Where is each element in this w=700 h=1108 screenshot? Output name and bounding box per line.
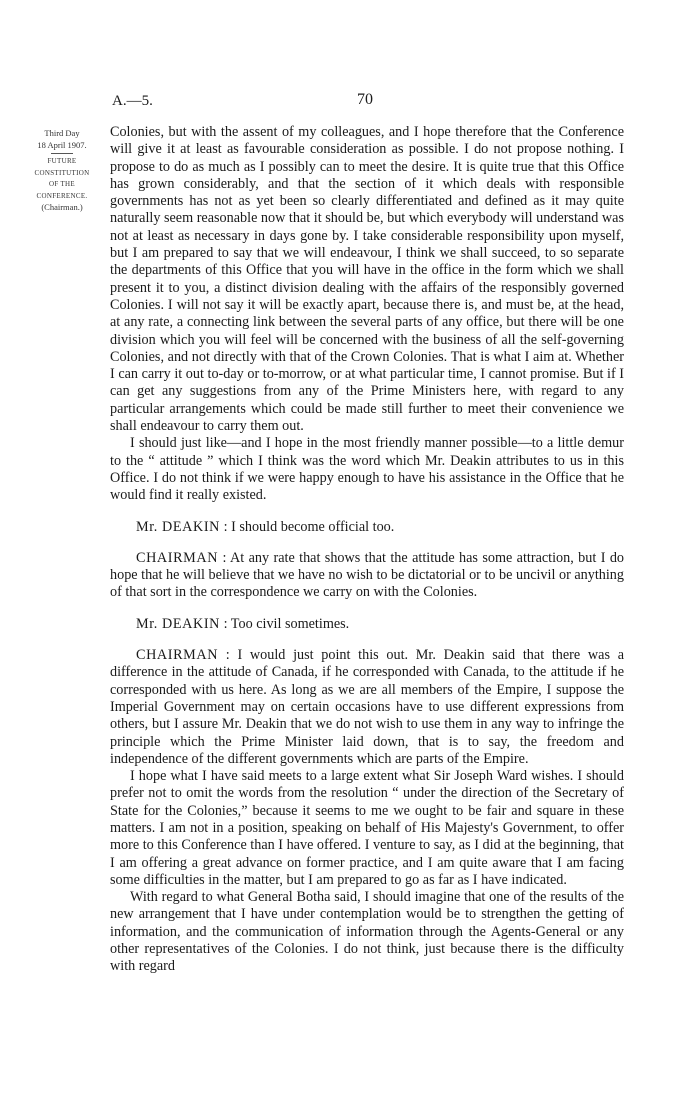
paragraph-2: I should just like—and I hope in the most friendly manner possible—to a little demur to the “ attitude ” which I think was the word which Mr. Deakin attributes to us in this Office. I do not think if we were happy enough to have his assistance in the Office that he would find it really existed. [110, 435, 624, 504]
margin-speaker: (Chairman.) [41, 202, 83, 212]
margin-rule [51, 153, 73, 154]
margin-note [26, 128, 98, 214]
speech-chairman-1 [110, 550, 624, 602]
speaker-name: CHAIRMAN [136, 647, 219, 664]
speech-text: : At any rate that shows that the attitude has some attraction, but I do hope that he will believe that we have no wish to be dictatorial or to be uncivil or anything of that sort in the correspondence we carry on with the Colonies. [110, 549, 625, 601]
speech-deakin-2 [110, 616, 624, 633]
speech-chairman-2 [110, 647, 624, 768]
speech-text: : I would just point this out. Mr. Deakin said that there was a difference in the attitude of Canada, if he corresponded with Canada, to the attitude if he corresponded with us here. As long as we are all members of the Empire, I suppose the Imperial Government may on certain occasions have to use different expressions from others, but I assure Mr. Deakin that we do not wish to use them in any way to infringe the principle which the Prime Minister laid down, that is to say, the freedom and independence of the different governments which are parts of the Empire. [110, 647, 624, 767]
page-number: 70 [357, 91, 373, 108]
paragraph-3: I hope what I have said meets to a large extent what Sir Joseph Ward wishes. I should prefer not to omit the words from the resolution “ under the direction of the Secretary of State for the Colonies,” because it seems to me we ought to be fair and square in these matters. I am not in a position, speaking on behalf of His Majesty's Government, to offer more to this Conference than I have offered. I venture to say, as I did at the beginning, that I am offering a great advance on former practice, and I am quite aware that I am facing some difficulties in the matter, but I am prepared to go as far as I have indicated. [110, 768, 624, 888]
speech-text: : I should become official too. [223, 518, 395, 535]
speaker-name: CHAIRMAN [136, 549, 219, 566]
paragraph-1: Colonies, but with the assent of my colleagues, and I hope therefore that the Conference will give it at least as favourable consideration as possible. I do not propose nothing. I propose to do as much as I possibly can to meet the desire. It is quite true that this Office has grown considerably, and that the section of it which deals with responsible governments has not as yet been so clearly differentiated and defined as it may quite naturally seem reasonable now that it should be, but which everybody will understand was not at least as necessary in days gone by. I take considerable responsibility upon myself, but I am prepared to say that we will endeavour, I think we shall succeed, to so separate the departments of this Office that you will have in the office in the form which we shall present it to you, a distinct division dealing with the affairs of the responsibly governed Colonies. I will not say it will be exactly apart, because there is, and must be, at the head, at any rate, a connecting link between the several parts of any office, but there will be one division which you will feel will be concerned with the business of all the self-governing Colonies, and not directly with that of the Crown Colonies. That is what I aim at. Whether I can carry it out to-day or to-morrow, or at what particular time, I cannot promise. But if I can get any suggestions from any of the Prime Ministers here, with regard to any particular arrangements which could be made still further to meet their convenience we shall endeavour to carry them out. [110, 124, 624, 435]
paragraph-4: With regard to what General Botha said, I should imagine that one of the results of the new arrangement that I have under contemplation would be to strengthen the getting of information, and the communication of information through the Agents-General or any other representatives of the Colonies. I do not think, just because there is the difficulty with regard [110, 889, 624, 975]
margin-day: Third Day [44, 128, 80, 138]
page-body [110, 124, 624, 976]
margin-topic-2: CONSTITUTION [34, 168, 90, 177]
margin-date: 18 April 1907. [37, 139, 87, 150]
margin-topic-3: OF THE [49, 180, 75, 188]
speech-text: : Too civil sometimes. [223, 615, 350, 632]
speech-deakin-1 [110, 519, 624, 536]
speaker-name: Mr. DEAKIN [136, 518, 221, 535]
margin-topic-4: CONFERENCE. [36, 191, 88, 200]
speaker-name: Mr. DEAKIN [136, 615, 221, 632]
header-reference: A.—5. [112, 93, 153, 109]
margin-topic-1: FUTURE [47, 157, 77, 165]
